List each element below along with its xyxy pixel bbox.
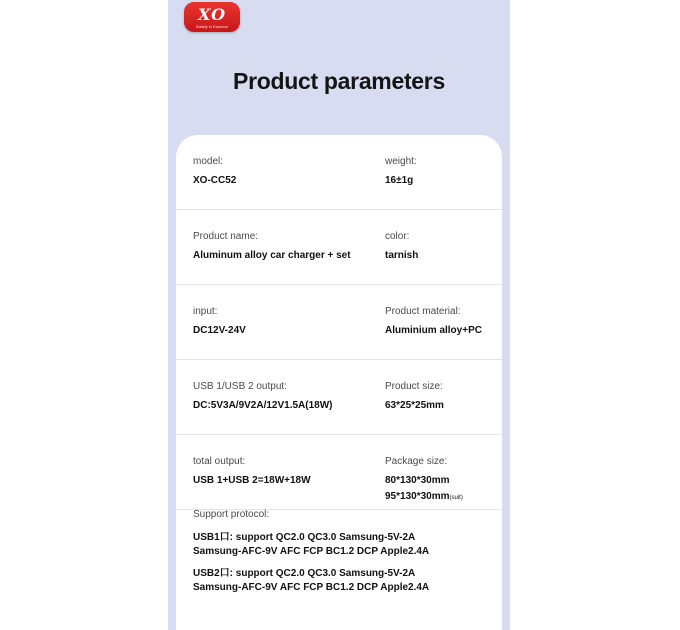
param-row-input: [176, 285, 502, 360]
param-label: Product material:: [385, 306, 461, 317]
param-row-output: [176, 360, 502, 435]
product-panel: [168, 0, 510, 630]
logo-tagline: Satisfy in Essence: [195, 24, 229, 29]
param-label: USB 1/USB 2 output:: [193, 381, 287, 392]
param-label: Package size:: [385, 456, 448, 467]
param-label: Product name:: [193, 231, 259, 242]
package-suit-size: 95*130*30mm: [385, 491, 450, 502]
parameters-card: [176, 135, 502, 630]
param-value: DC12V-24V: [193, 325, 246, 336]
package-suit-suffix: (suit): [449, 495, 463, 501]
param-label: Product size:: [385, 381, 443, 392]
param-value: DC:5V3A/9V2A/12V1.5A(18W): [193, 400, 333, 411]
support-line: Samsung-AFC-9V AFC FCP BC1.2 DCP Apple2.4A: [193, 582, 430, 593]
support-line: USB1口: support QC2.0 QC3.0 Samsung-5V-2A: [193, 532, 416, 543]
support-protocol: [193, 509, 493, 600]
param-value: Aluminium alloy+PC: [385, 325, 482, 336]
param-value-secondary: [385, 491, 463, 502]
logo-text: XO: [197, 5, 227, 24]
param-row-name: [176, 210, 502, 285]
param-label: total output:: [193, 456, 246, 467]
param-value: tarnish: [385, 250, 419, 261]
param-value: USB 1+USB 2=18W+18W: [193, 475, 311, 486]
support-line: Samsung-AFC-9V AFC FCP BC1.2 DCP Apple2.4A: [193, 546, 430, 557]
param-value: Aluminum alloy car charger + set: [193, 250, 351, 261]
xo-logo: [184, 2, 240, 32]
param-value: 80*130*30mm: [385, 475, 450, 486]
param-value: XO-CC52: [193, 175, 237, 186]
param-label: model:: [193, 156, 224, 167]
param-value: 16±1g: [385, 175, 414, 186]
param-label: color:: [385, 231, 410, 242]
param-row-model: [176, 135, 502, 210]
support-label: Support protocol:: [193, 509, 270, 520]
support-line: USB2口: support QC2.0 QC3.0 Samsung-5V-2A: [193, 568, 416, 579]
param-row-total: [176, 435, 502, 510]
param-value: 63*25*25mm: [385, 400, 444, 411]
page-title: Product parameters: [233, 68, 445, 94]
param-label: input:: [193, 306, 218, 317]
param-label: weight:: [385, 156, 417, 167]
